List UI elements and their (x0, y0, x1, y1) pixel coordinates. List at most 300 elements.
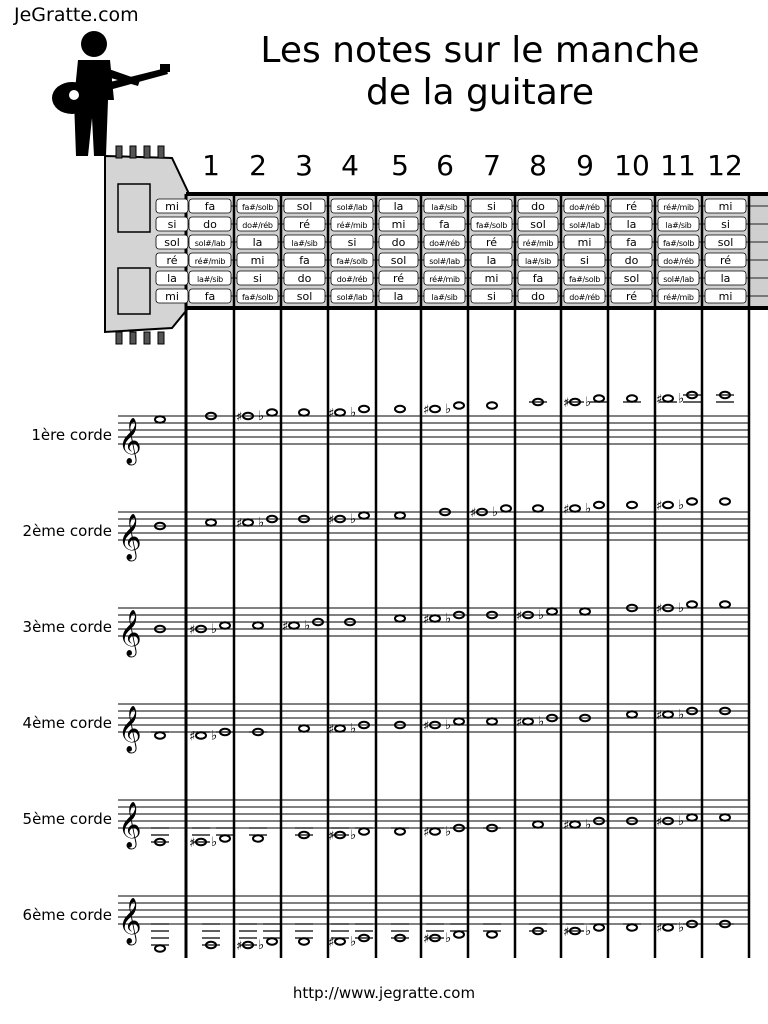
open-note-1 (156, 199, 188, 213)
fret-number-10: 10 (614, 149, 650, 182)
staff-1 (31, 392, 748, 467)
open-note-3 (156, 235, 188, 249)
fret-note-1-5 (379, 199, 418, 213)
fret-note-4-5 (379, 253, 418, 267)
fret-note-4-12 (705, 253, 746, 267)
svg-text:mi: mi (250, 254, 265, 267)
fret-note-1-11 (658, 199, 699, 213)
fret-note-4-8 (518, 253, 558, 267)
site-name[interactable]: JeGratte.com (14, 4, 139, 26)
fret-note-1-12 (705, 199, 746, 213)
svg-text:♯: ♯ (516, 609, 523, 624)
treble-clef-icon: 𝄞 (118, 898, 142, 944)
svg-text:do#/réb: do#/réb (429, 239, 460, 248)
fret-note-5-11 (658, 271, 699, 285)
fret-note-1-1 (189, 199, 231, 213)
svg-text:♯: ♯ (423, 403, 430, 418)
svg-text:fa: fa (204, 200, 216, 213)
staff-note-4-0 (151, 732, 169, 739)
fret-note-5-2 (237, 271, 278, 285)
svg-text:♭: ♭ (350, 405, 357, 421)
svg-text:sol: sol (717, 236, 734, 249)
staff-note-6-6 (423, 924, 468, 947)
svg-text:do: do (203, 218, 217, 231)
staff-note-6-12 (716, 921, 734, 927)
svg-text:♭: ♭ (350, 934, 357, 950)
svg-text:♭: ♭ (492, 505, 499, 520)
fret-note-4-3 (284, 253, 325, 267)
fret-note-3-4 (331, 235, 373, 249)
staff-note-2-1 (206, 519, 216, 525)
treble-clef-icon: 𝄞 (118, 610, 142, 656)
svg-text:♯: ♯ (236, 410, 243, 425)
fret-note-6-11 (658, 289, 699, 303)
staff-note-5-8 (533, 821, 543, 827)
svg-text:si: si (167, 218, 177, 231)
staff-note-2-5 (395, 512, 405, 518)
svg-text:sol: sol (530, 218, 546, 231)
fret-note-6-12 (705, 289, 746, 303)
staff-note-1-9 (563, 395, 608, 411)
svg-text:do: do (624, 254, 639, 267)
fret-note-5-5 (379, 271, 418, 285)
staff-note-2-10 (627, 502, 637, 508)
staff-note-4-10 (627, 711, 637, 717)
svg-text:si: si (487, 200, 496, 213)
svg-text:♭: ♭ (445, 824, 452, 840)
fret-note-3-9 (564, 235, 605, 249)
staff-note-5-4 (328, 828, 373, 844)
staff-note-3-3 (282, 619, 323, 635)
staff-note-1-7 (487, 402, 497, 408)
fret-note-6-4 (331, 289, 373, 303)
svg-text:fa#/solb: fa#/solb (662, 239, 695, 248)
fret-note-6-2 (237, 289, 278, 303)
svg-text:♭: ♭ (350, 721, 357, 737)
fret-note-6-10 (611, 289, 652, 303)
staff-note-2-9 (563, 502, 604, 518)
staff-note-5-6 (423, 825, 468, 841)
svg-text:la: la (167, 272, 177, 285)
open-note-4 (156, 253, 188, 267)
svg-text:♯: ♯ (236, 939, 243, 954)
svg-text:♭: ♭ (678, 707, 685, 723)
svg-text:mi: mi (484, 272, 499, 285)
svg-text:♯: ♯ (328, 513, 335, 528)
svg-text:do: do (531, 200, 545, 213)
svg-text:sol#/lab: sol#/lab (336, 203, 368, 212)
staff-note-3-12 (720, 601, 730, 607)
svg-text:♯: ♯ (656, 602, 663, 617)
fret-note-1-9 (564, 199, 605, 213)
fret-note-1-6 (424, 199, 465, 213)
svg-text:♭: ♭ (445, 611, 452, 627)
svg-text:si: si (721, 218, 730, 231)
staff-note-1-5 (395, 406, 405, 412)
svg-text:♭: ♭ (258, 938, 265, 953)
fret-note-3-10 (611, 235, 652, 249)
staff-label-3: 3ème corde (22, 618, 112, 636)
fret-note-3-7 (471, 235, 512, 249)
fret-note-4-7 (471, 253, 512, 267)
svg-text:la#/sib: la#/sib (431, 203, 458, 212)
svg-text:♯: ♯ (423, 719, 430, 734)
fret-note-6-3 (284, 289, 325, 303)
svg-text:do: do (531, 290, 545, 303)
staff-note-1-12 (716, 392, 734, 402)
svg-text:♯: ♯ (656, 815, 663, 830)
svg-text:la#/sib: la#/sib (525, 257, 551, 266)
staff-note-4-2 (249, 729, 267, 735)
fret-number-9: 9 (576, 149, 594, 182)
svg-text:do#/réb: do#/réb (569, 293, 600, 302)
staff-note-5-0 (151, 828, 169, 845)
fret-note-3-2 (237, 235, 278, 249)
treble-clef-icon: 𝄞 (118, 514, 142, 560)
svg-text:♭: ♭ (304, 618, 311, 634)
fret-note-2-5 (379, 217, 418, 231)
svg-text:♭: ♭ (538, 714, 545, 730)
svg-text:♯: ♯ (189, 623, 196, 638)
fret-note-6-9 (564, 289, 605, 303)
staff-label-1: 1ère corde (31, 426, 112, 444)
svg-text:ré: ré (719, 254, 732, 267)
svg-text:♭: ♭ (445, 931, 452, 946)
staff-note-6-8 (529, 924, 547, 934)
staff-note-5-7 (483, 825, 501, 831)
fret-note-1-4 (331, 199, 373, 213)
svg-text:fa#/solb: fa#/solb (475, 221, 508, 230)
svg-text:♭: ♭ (350, 512, 357, 527)
staff-note-6-0 (151, 924, 169, 952)
staff-note-5-2 (249, 828, 267, 842)
staff-label-4: 4ème corde (22, 714, 112, 732)
svg-text:fa#/solb: fa#/solb (568, 275, 601, 284)
staff-note-6-7 (483, 924, 501, 938)
fret-note-2-6 (424, 217, 465, 231)
fret-note-4-11 (658, 253, 699, 267)
svg-text:♯: ♯ (189, 729, 196, 745)
staff-6 (23, 896, 748, 954)
svg-text:si: si (580, 254, 589, 267)
staff-note-6-1 (202, 924, 220, 948)
svg-text:♭: ♭ (211, 835, 218, 850)
svg-text:sol#/lab: sol#/lab (194, 239, 226, 248)
svg-text:ré: ré (298, 218, 311, 231)
fret-note-4-2 (237, 253, 278, 267)
staff-label-2: 2ème corde (22, 522, 112, 540)
svg-text:♯: ♯ (328, 406, 335, 422)
svg-text:♭: ♭ (678, 920, 685, 936)
staff-label-6: 6ème corde (22, 906, 112, 924)
fret-number-3: 3 (295, 149, 313, 182)
staff-note-5-5 (391, 828, 409, 835)
open-note-2 (156, 217, 188, 231)
svg-text:fa: fa (204, 290, 216, 303)
staff-note-2-8 (533, 505, 543, 511)
svg-text:si: si (253, 272, 262, 285)
svg-text:la#/sib: la#/sib (197, 275, 223, 284)
fret-note-1-10 (611, 199, 652, 213)
staff-note-1-0 (155, 416, 165, 422)
svg-text:mi: mi (165, 200, 179, 213)
staff-note-4-1 (189, 729, 234, 745)
svg-text:♭: ♭ (678, 391, 685, 407)
svg-text:♯: ♯ (656, 921, 663, 937)
fret-number-11: 11 (660, 149, 696, 182)
fret-note-2-4 (331, 217, 373, 231)
svg-text:♯: ♯ (516, 715, 523, 731)
staff-note-3-2 (253, 622, 263, 628)
svg-text:♭: ♭ (350, 828, 357, 843)
svg-text:sol#/lab: sol#/lab (569, 221, 600, 230)
svg-text:mi: mi (391, 218, 406, 231)
svg-text:♭: ♭ (678, 498, 685, 513)
fret-note-3-1 (189, 235, 231, 249)
svg-text:la: la (720, 272, 731, 285)
svg-text:♭: ♭ (585, 924, 592, 939)
staff-note-5-12 (720, 814, 730, 820)
svg-text:si: si (487, 290, 496, 303)
svg-text:do#/réb: do#/réb (336, 275, 368, 284)
fret-note-5-9 (564, 271, 605, 285)
fret-note-4-4 (331, 253, 373, 267)
staff-note-3-9 (580, 608, 590, 614)
open-note-6 (156, 289, 188, 303)
svg-text:la#/sib: la#/sib (291, 239, 318, 248)
fret-note-4-6 (424, 253, 465, 267)
svg-text:♭: ♭ (258, 515, 265, 531)
svg-text:do#/réb: do#/réb (242, 221, 273, 230)
fret-note-3-12 (705, 235, 746, 249)
svg-text:♯: ♯ (328, 722, 335, 738)
fret-note-2-1 (189, 217, 231, 231)
fret-note-3-5 (379, 235, 418, 249)
svg-text:la#/sib: la#/sib (665, 221, 692, 230)
staff-label-5: 5ème corde (22, 810, 112, 828)
svg-text:la: la (393, 200, 404, 213)
svg-text:ré#/mib: ré#/mib (194, 257, 226, 266)
fret-number-1: 1 (202, 149, 220, 182)
fret-note-2-12 (705, 217, 746, 231)
svg-text:do#/réb: do#/réb (569, 203, 600, 212)
svg-text:do: do (391, 236, 406, 249)
fret-note-2-8 (518, 217, 558, 231)
staff-note-6-9 (563, 924, 608, 940)
fret-number-6: 6 (436, 149, 454, 182)
staff-note-6-5 (391, 924, 409, 941)
svg-text:ré#/mib: ré#/mib (336, 221, 368, 230)
staff-5 (23, 800, 748, 851)
staff-2 (23, 498, 748, 562)
svg-text:sol: sol (296, 200, 313, 213)
fret-note-1-7 (471, 199, 512, 213)
staff-note-3-6 (423, 612, 464, 628)
staff-note-6-4 (328, 924, 373, 951)
fret-note-6-8 (518, 289, 558, 303)
svg-text:sol: sol (164, 236, 180, 249)
staff-note-1-10 (623, 395, 641, 402)
fret-note-2-11 (658, 217, 699, 231)
svg-text:la: la (252, 236, 263, 249)
staff-note-1-11 (656, 392, 701, 408)
svg-text:sol: sol (390, 254, 407, 267)
fret-note-3-6 (424, 235, 465, 249)
fret-note-5-1 (189, 271, 231, 285)
staff-note-4-7 (487, 718, 497, 724)
svg-text:mi: mi (165, 290, 179, 303)
svg-text:♭: ♭ (585, 817, 592, 833)
svg-text:♭: ♭ (678, 814, 685, 829)
fret-note-4-1 (189, 253, 231, 267)
svg-text:♯: ♯ (423, 612, 430, 628)
fret-note-5-4 (331, 271, 373, 285)
staff-3 (23, 601, 748, 658)
svg-text:♯: ♯ (563, 818, 570, 834)
staff-note-4-11 (656, 708, 697, 724)
svg-text:♭: ♭ (445, 718, 452, 733)
svg-text:fa#/solb: fa#/solb (241, 203, 274, 212)
svg-text:♯: ♯ (423, 932, 430, 947)
fret-note-3-3 (284, 235, 325, 249)
svg-text:♭: ♭ (445, 402, 452, 417)
fret-number-8: 8 (529, 149, 547, 182)
svg-text:♯: ♯ (656, 499, 663, 514)
fret-note-5-3 (284, 271, 325, 285)
svg-text:♭: ♭ (538, 608, 545, 623)
svg-text:ré#/mib: ré#/mib (663, 203, 694, 212)
treble-clef-icon: 𝄞 (118, 418, 142, 464)
footer-url[interactable]: http://www.jegratte.com (292, 984, 476, 1002)
title-line-2: de la guitare (366, 72, 594, 113)
svg-text:la: la (486, 254, 497, 267)
svg-text:mi: mi (577, 236, 592, 249)
fret-note-3-8 (518, 235, 558, 249)
fret-note-1-3 (284, 199, 325, 213)
svg-text:♭: ♭ (211, 728, 218, 744)
svg-text:♯: ♯ (423, 825, 430, 841)
staff-note-6-10 (623, 924, 641, 931)
open-note-5 (156, 271, 188, 285)
treble-clef-icon: 𝄞 (118, 802, 142, 848)
svg-text:♯: ♯ (563, 925, 570, 940)
svg-text:la: la (393, 290, 404, 303)
svg-text:fa#/solb: fa#/solb (336, 257, 368, 266)
fret-note-3-11 (658, 235, 699, 249)
svg-text:sol#/lab: sol#/lab (336, 293, 368, 302)
fret-note-6-1 (189, 289, 231, 303)
svg-text:do: do (297, 272, 312, 285)
svg-text:do#/réb: do#/réb (663, 257, 694, 266)
svg-text:mi: mi (718, 200, 733, 213)
svg-text:la: la (626, 218, 637, 231)
staff-note-2-12 (720, 498, 730, 504)
fret-note-5-6 (424, 271, 465, 285)
svg-text:♯: ♯ (656, 708, 663, 724)
svg-text:♯: ♯ (282, 619, 289, 635)
fret-note-1-8 (518, 199, 558, 213)
svg-text:ré#/mib: ré#/mib (663, 293, 694, 302)
fret-note-2-3 (284, 217, 325, 231)
staff-note-1-4 (328, 406, 369, 422)
staff-note-5-3 (295, 828, 313, 838)
fret-note-2-7 (471, 217, 512, 231)
fret-number-12: 12 (707, 149, 743, 182)
staff-4 (23, 704, 748, 754)
svg-text:sol: sol (296, 290, 313, 303)
svg-text:la#/sib: la#/sib (431, 293, 458, 302)
svg-text:♯: ♯ (189, 836, 196, 851)
svg-text:fa: fa (532, 272, 544, 285)
staff-note-6-2 (236, 924, 281, 954)
svg-text:♯: ♯ (328, 935, 335, 951)
fret-number-4: 4 (341, 149, 359, 182)
fret-note-2-10 (611, 217, 652, 231)
svg-text:ré: ré (485, 236, 498, 249)
staff-note-4-8 (516, 715, 557, 731)
svg-text:ré#/mib: ré#/mib (522, 239, 554, 248)
fret-note-2-9 (564, 217, 605, 231)
fret-note-6-6 (424, 289, 465, 303)
staff-note-6-3 (295, 924, 313, 945)
svg-text:fa#/solb: fa#/solb (241, 293, 274, 302)
svg-text:mi: mi (718, 290, 733, 303)
fret-note-6-5 (379, 289, 418, 303)
svg-text:fa: fa (626, 236, 637, 249)
treble-clef-icon: 𝄞 (118, 706, 142, 752)
svg-text:♯: ♯ (236, 516, 243, 532)
fret-note-6-7 (471, 289, 512, 303)
svg-text:♯: ♯ (563, 502, 570, 518)
staff-note-4-4 (328, 722, 369, 738)
staff-note-1-3 (299, 409, 309, 415)
svg-text:ré: ré (166, 254, 178, 267)
fret-note-1-2 (237, 199, 278, 213)
fret-note-5-12 (705, 271, 746, 285)
staff-note-1-8 (529, 399, 547, 405)
fret-note-4-9 (564, 253, 605, 267)
fret-number-5: 5 (391, 149, 409, 182)
svg-text:fa: fa (439, 218, 450, 231)
svg-text:fa: fa (299, 254, 310, 267)
svg-text:si: si (347, 236, 357, 249)
svg-text:♯: ♯ (470, 506, 477, 521)
fret-note-4-10 (611, 253, 652, 267)
svg-text:♯: ♯ (563, 396, 570, 411)
svg-text:sol#/lab: sol#/lab (429, 257, 460, 266)
svg-text:ré: ré (625, 200, 638, 213)
staff-note-3-5 (395, 615, 405, 621)
staff-note-5-1 (189, 828, 234, 851)
fret-note-2-2 (237, 217, 278, 231)
fret-note-5-7 (471, 271, 512, 285)
fret-note-5-10 (611, 271, 652, 285)
svg-text:♯: ♯ (656, 392, 663, 408)
svg-text:sol#/lab: sol#/lab (663, 275, 694, 284)
svg-text:ré: ré (392, 272, 405, 285)
staff-note-2-2 (236, 516, 277, 532)
staff-note-4-3 (299, 725, 309, 731)
staff-note-5-9 (563, 818, 604, 834)
fret-number-7: 7 (483, 149, 501, 182)
svg-text:♯: ♯ (328, 829, 335, 844)
svg-text:♭: ♭ (258, 409, 265, 424)
staff-note-6-11 (656, 921, 701, 937)
svg-text:♭: ♭ (585, 501, 592, 517)
svg-text:♭: ♭ (678, 601, 685, 616)
svg-text:sol: sol (623, 272, 640, 285)
svg-text:♭: ♭ (585, 395, 592, 410)
